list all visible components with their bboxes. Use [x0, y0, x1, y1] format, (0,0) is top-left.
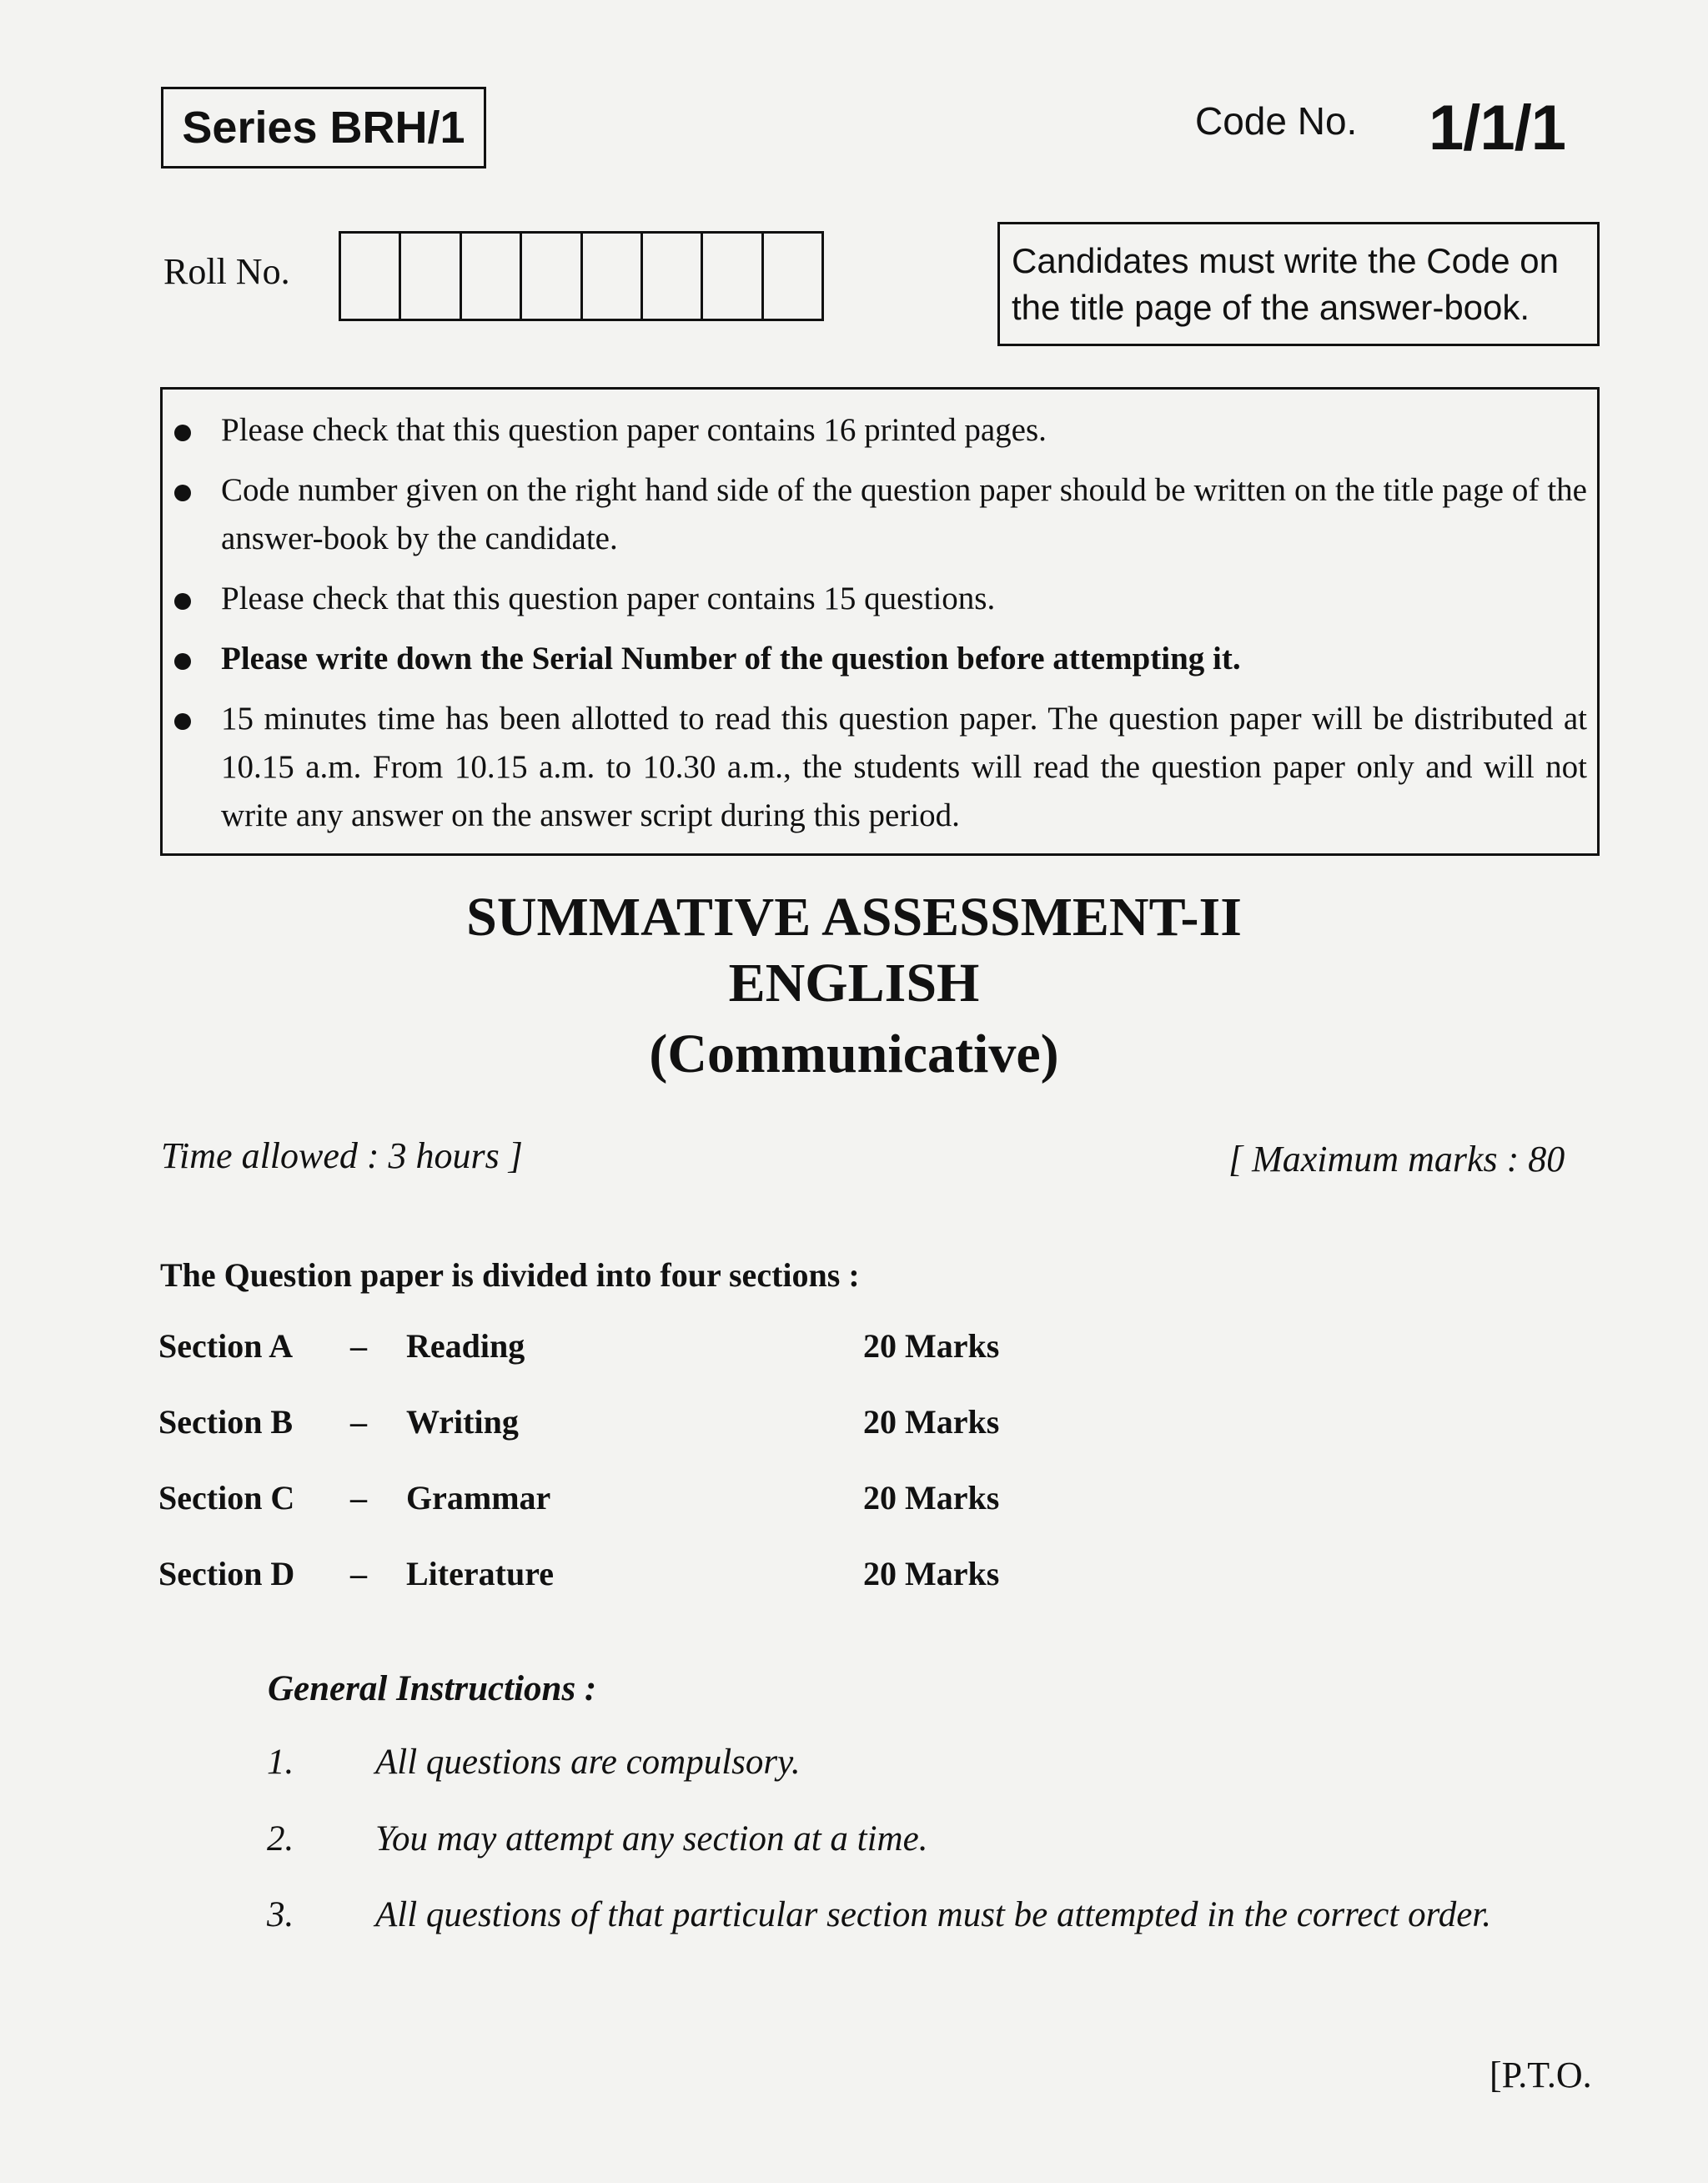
section-title: Reading [406, 1327, 525, 1365]
instruction-text: All questions are compulsory. [375, 1743, 801, 1782]
candidates-note-box [997, 222, 1600, 346]
section-marks: 20 Marks [863, 1555, 1000, 1592]
candidates-note: Candidates must write the Code on the title page of the answer-book. [1012, 241, 1560, 327]
section-marks: 20 Marks [863, 1327, 1000, 1365]
instruction-text: You may attempt any section at a time. [375, 1819, 928, 1859]
section-dash: – [350, 1327, 367, 1365]
roll-digit-box[interactable] [703, 234, 763, 319]
roll-number-boxes[interactable] [339, 231, 824, 321]
instructions-box [160, 387, 1600, 856]
section-title: Writing [406, 1403, 519, 1441]
section-title: Grammar [406, 1479, 551, 1517]
code-label: Code No. [1195, 99, 1358, 143]
roll-digit-box[interactable] [764, 234, 821, 319]
series-label: Series BRH/1 [182, 103, 465, 153]
section-name: Section B [158, 1403, 294, 1441]
instruction-number: 1. [267, 1743, 294, 1782]
subject-title: ENGLISH [728, 953, 980, 1014]
subject-subtitle: (Communicative) [649, 1024, 1059, 1084]
section-name: Section D [158, 1555, 295, 1592]
instruction-item: Please check that this question paper contains 15 questions. [221, 575, 1587, 623]
series-box [161, 87, 486, 169]
instruction-number: 3. [267, 1895, 294, 1934]
section-marks: 20 Marks [863, 1403, 1000, 1441]
please-turn-over: [P.T.O. [1489, 2055, 1592, 2095]
instructions-list [221, 406, 1587, 840]
roll-label: Roll No. [163, 251, 290, 292]
sections-heading: The Question paper is divided into four sections : [160, 1256, 860, 1294]
roll-digit-box[interactable] [341, 234, 401, 319]
section-marks: 20 Marks [863, 1479, 1000, 1517]
instruction-text: All questions of that particular section must be attempted in the correct order. [375, 1895, 1492, 1934]
section-name: Section C [158, 1479, 295, 1517]
section-dash: – [350, 1555, 367, 1592]
code-value: 1/1/1 [1429, 93, 1566, 163]
roll-digit-box[interactable] [401, 234, 461, 319]
instruction-item: Please write down the Serial Number of the question before attempting it. [221, 635, 1587, 683]
roll-digit-box[interactable] [583, 234, 643, 319]
section-dash: – [350, 1403, 367, 1441]
instruction-item: Code number given on the right hand side of the question paper should be written on the title page of the answer-book by the candidate. [221, 466, 1587, 563]
instruction-number: 2. [267, 1819, 294, 1859]
section-dash: – [350, 1479, 367, 1517]
section-title: Literature [406, 1555, 554, 1592]
general-instructions-heading: General Instructions : [268, 1669, 597, 1708]
exam-title: SUMMATIVE ASSESSMENT-II [466, 887, 1242, 948]
roll-digit-box[interactable] [643, 234, 703, 319]
roll-digit-box[interactable] [462, 234, 522, 319]
instruction-item: 15 minutes time has been allotted to read this question paper. The question paper will be distributed at 10.15 a.m. From 10.15 a.m. to 10.30 a.m., the students will read the question paper only and will not write any answer on the answer script during this period. [221, 695, 1587, 840]
section-name: Section A [158, 1327, 294, 1365]
maximum-marks: [ Maximum marks : 80 [1228, 1139, 1565, 1180]
roll-digit-box[interactable] [522, 234, 582, 319]
instruction-item: Please check that this question paper contains 16 printed pages. [221, 406, 1587, 455]
time-allowed: Time allowed : 3 hours ] [161, 1135, 523, 1176]
